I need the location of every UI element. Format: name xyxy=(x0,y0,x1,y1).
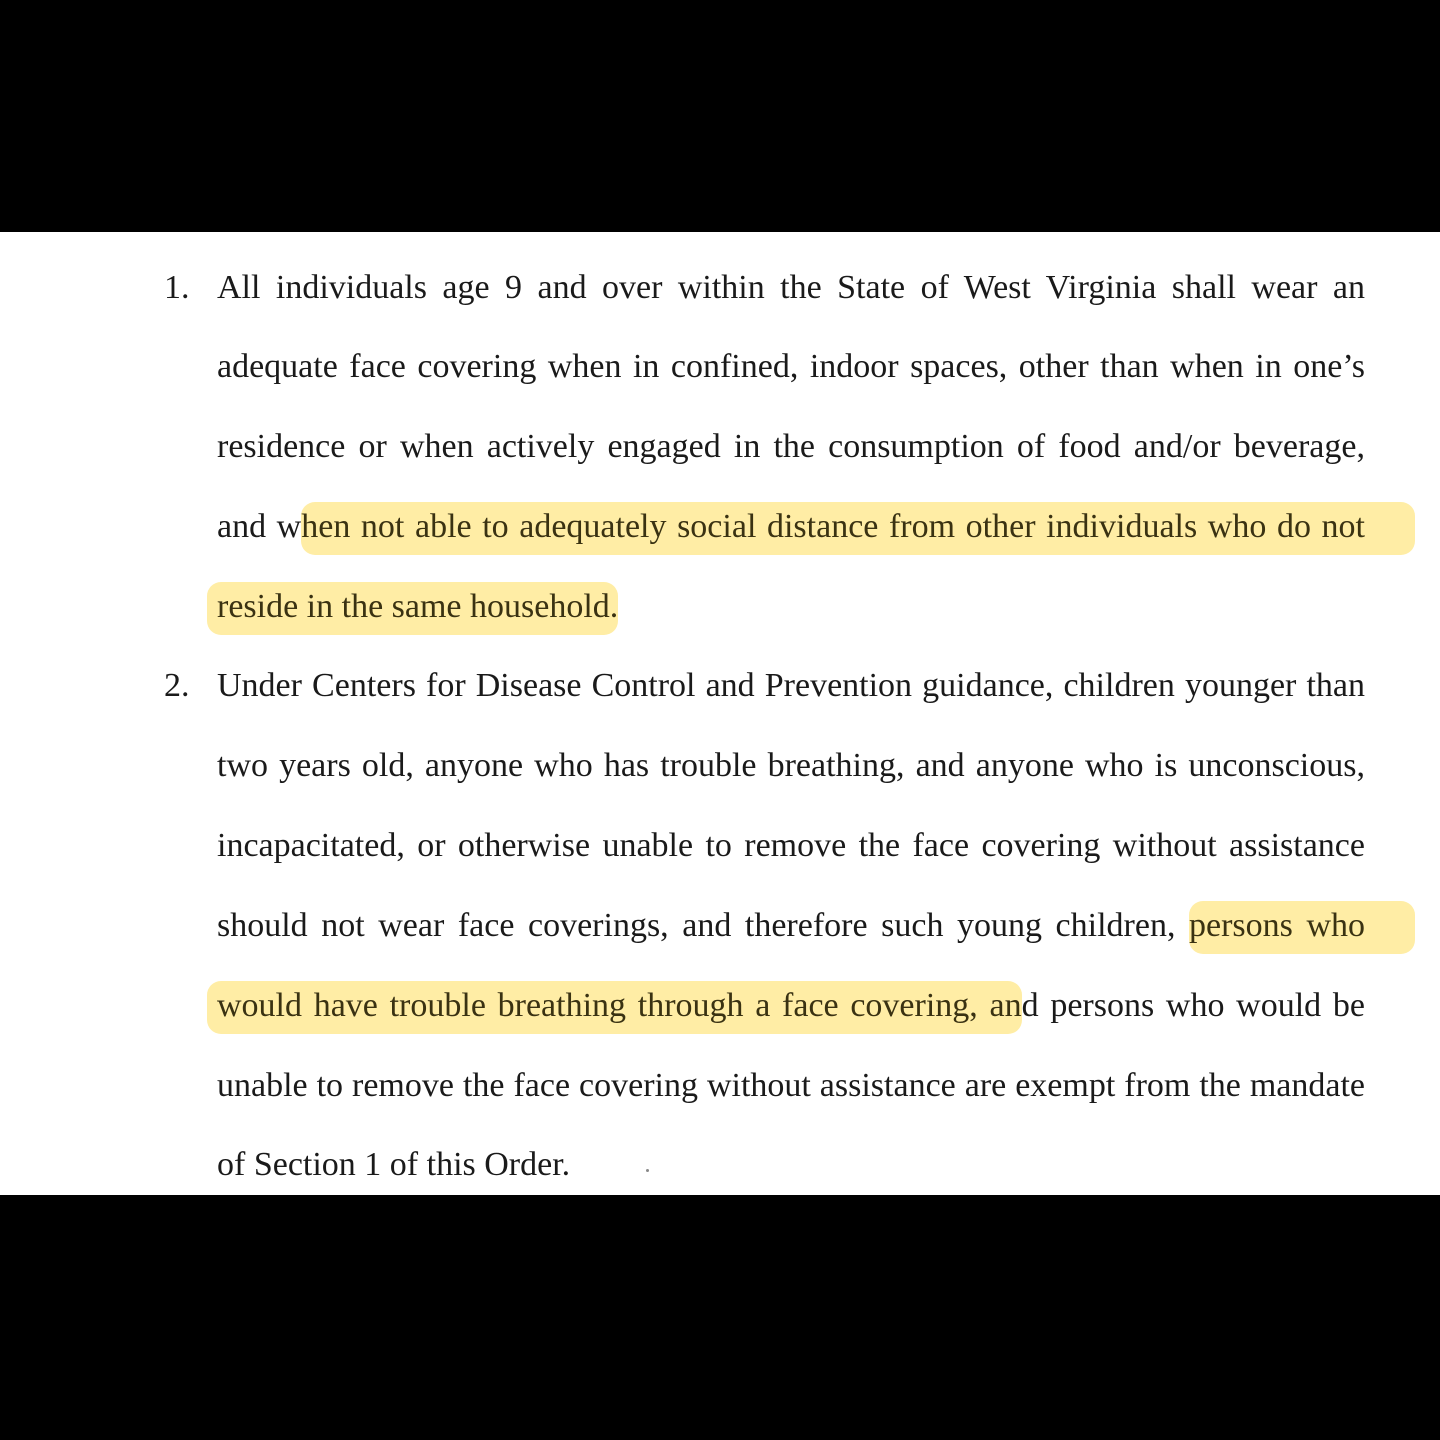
document-page xyxy=(0,232,1440,1195)
item-2-line-6 xyxy=(0,1066,1440,1146)
item-1-line-1 xyxy=(0,268,1440,348)
item-2-line-7-text: of Section 1 of this Order. xyxy=(217,1146,571,1183)
highlighted-text: reside in the same household. xyxy=(207,582,618,635)
item-2-line-1 xyxy=(0,666,1440,746)
item-2-line-6-text: unable to remove the face covering without assistance are exempt from the mandate xyxy=(217,1067,1365,1104)
item-1-line-5-text xyxy=(217,587,1365,627)
item-1-line-3 xyxy=(0,427,1440,507)
item-2-line-3 xyxy=(0,826,1440,906)
highlighted-text: would have trouble breathing through a face covering, an xyxy=(207,981,1022,1034)
item-1-line-3-text: residence or when actively engaged in the consumption of food and/or beverage, xyxy=(217,428,1365,465)
item-1-line-4 xyxy=(0,507,1440,587)
list-number-1: 1. xyxy=(164,269,190,306)
highlighted-text: hen not able to adequately social distance from other individuals who do not xyxy=(301,502,1415,555)
highlighted-text: persons who xyxy=(1189,901,1415,954)
item-1-line-5 xyxy=(0,587,1440,667)
stray-mark xyxy=(646,1169,649,1172)
plain-text: and w xyxy=(217,508,302,545)
item-2-line-7 xyxy=(0,1145,1440,1225)
item-2-line-3-text: incapacitated, or otherwise unable to remove the face covering without assistance xyxy=(217,827,1365,864)
plain-text: d persons who would be xyxy=(1021,987,1365,1024)
item-2-line-5 xyxy=(0,986,1440,1066)
item-2-line-1-text: Under Centers for Disease Control and Prevention guidance, children younger than xyxy=(217,667,1365,704)
item-2-line-5-text xyxy=(217,986,1365,1026)
item-1-line-2-text: adequate face covering when in confined, indoor spaces, other than when in one’s xyxy=(217,348,1365,385)
item-2-line-4 xyxy=(0,906,1440,986)
item-2-line-4-text xyxy=(217,906,1365,946)
item-1-line-4-text xyxy=(217,507,1365,547)
plain-text: should not wear face coverings, and therefore such young children, xyxy=(217,907,1190,944)
item-2-line-2-text: two years old, anyone who has trouble breathing, and anyone who is unconscious, xyxy=(217,747,1365,784)
item-1-line-2 xyxy=(0,347,1440,427)
item-2-line-2 xyxy=(0,746,1440,826)
item-1-line-1-text: All individuals age 9 and over within the State of West Virginia shall wear an xyxy=(217,269,1365,306)
list-number-2: 2. xyxy=(164,667,190,704)
